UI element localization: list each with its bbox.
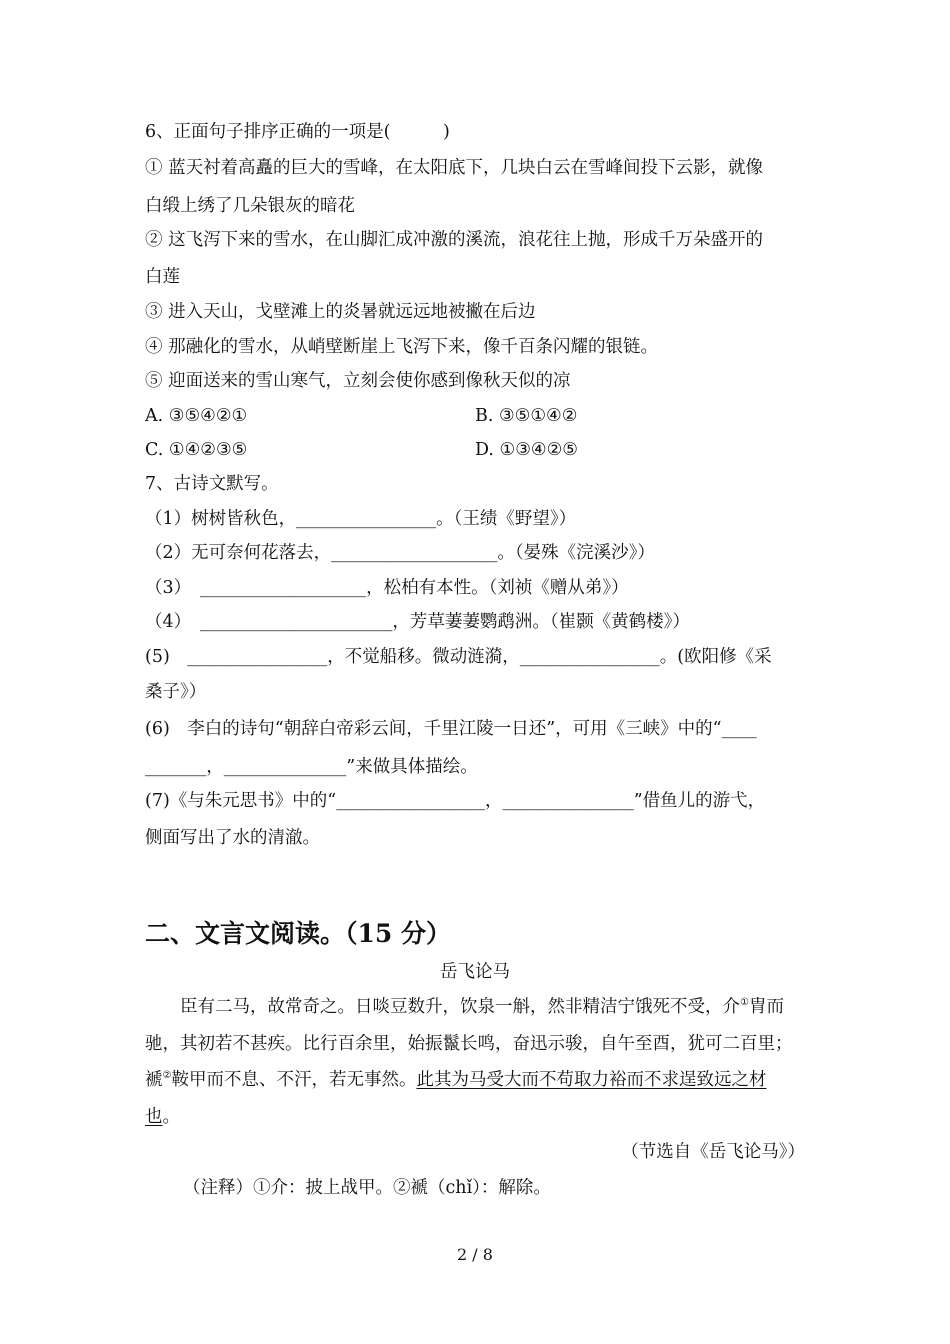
passage-title: 岳飞论马 [440,962,510,982]
q7-item-7b: 侧面写出了水的清澈。 [145,828,320,848]
passage-line-3-text: 鞍甲而不息、不汗，若无事然。 [171,1070,417,1090]
q6-sentence-4: ④ 那融化的雪水，从峭壁断崖上飞泻下来，像千百条闪耀的银链。 [145,337,659,357]
passage-line-3 [145,1068,766,1092]
passage-line-4-end: 。 [162,1107,180,1127]
q6-sentence-5: ⑤ 迎面送来的雪山寒气，立刻会使你感到像秋天似的凉 [145,371,571,391]
q6-option-c: C. ①④②③⑤ [145,440,248,460]
passage-line-2: 驰，其初若不甚疾。比行百余里，始振鬣长鸣，奋迅示骏，自午至酉，犹可二百里； [145,1034,793,1054]
q6-sentence-1b: 白缎上绣了几朵银灰的暗花 [145,196,355,216]
page-number: 2 / 8 [457,1245,493,1264]
passage-line-1 [145,995,784,1019]
q6-option-b: B. ③⑤①④② [475,406,578,426]
section-2-heading: 二、文言文阅读。（15 分） [145,919,451,948]
q7-item-6a: (6) 李白的诗句“朝辞白帝彩云间，千里江陵一日还”，可用《三峡》中的“____ [145,719,757,739]
q7-stem: 7、古诗文默写。 [145,474,279,494]
q7-item-4: （4） ______________________，芳草萋萋鹦鹉洲。（崔颢《黄鹤楼》） [145,612,690,632]
underlined-sentence: 此其为马受大而不苟取力裕而不求逞致远之材 [416,1070,767,1090]
passage-line-1-text: 臣有二马，故常奇之。日啖豆数升，饮泉一斛，然非精洁宁饿死不受，介 [145,997,740,1017]
q7-item-1: （1）树树皆秋色，________________。（王绩《野望》） [145,509,577,529]
q7-item-3: （3） ___________________，松柏有本性。（刘祯《赠从弟》） [145,578,629,598]
footnote-marker-1: ① [740,997,749,1008]
q7-item-5b: 桑子》） [145,682,207,702]
passage-line-3-start: 褫 [145,1070,163,1090]
q6-option-a: A. ③⑤④②① [145,406,248,426]
q7-item-2: （2）无可奈何花落去，___________________。（晏殊《浣溪沙》） [145,543,655,563]
q7-item-7a: (7)《与朱元思书》中的“_________________，_______________”借鱼儿的游弋， [145,791,766,811]
passage-line-1-end: 胄而 [748,997,784,1017]
q6-sentence-2a: ② 这飞泻下来的雪水，在山脚汇成冲激的溪流，浪花往上抛，形成千万朵盛开的 [145,230,764,250]
q6-stem: 6、正面句子排序正确的一项是( ) [145,122,450,142]
q7-item-6b: _______，______________”来做具体描绘。 [145,757,478,777]
q6-sentence-3: ③ 进入天山，戈壁滩上的炎暑就远远地被撇在后边 [145,302,536,322]
footnote-marker-2: ② [162,1070,172,1081]
q7-item-5a: (5) ________________，不觉船移。微动涟漪，________________。(欧阳修《采 [145,647,772,667]
passage-line-4 [145,1105,180,1129]
passage-source: （节选自《岳飞论马》） [621,1142,805,1162]
q6-option-d: D. ①③④②⑤ [475,440,578,460]
underlined-sentence-end: 也 [145,1107,163,1127]
q6-sentence-1a: ① 蓝天衬着高矗的巨大的雪峰，在太阳底下，几块白云在雪峰间投下云影，就像 [145,158,764,178]
passage-notes: （注释）①介：披上战甲。②褫（chǐ）：解除。 [183,1178,551,1198]
q6-sentence-2b: 白莲 [145,267,180,287]
